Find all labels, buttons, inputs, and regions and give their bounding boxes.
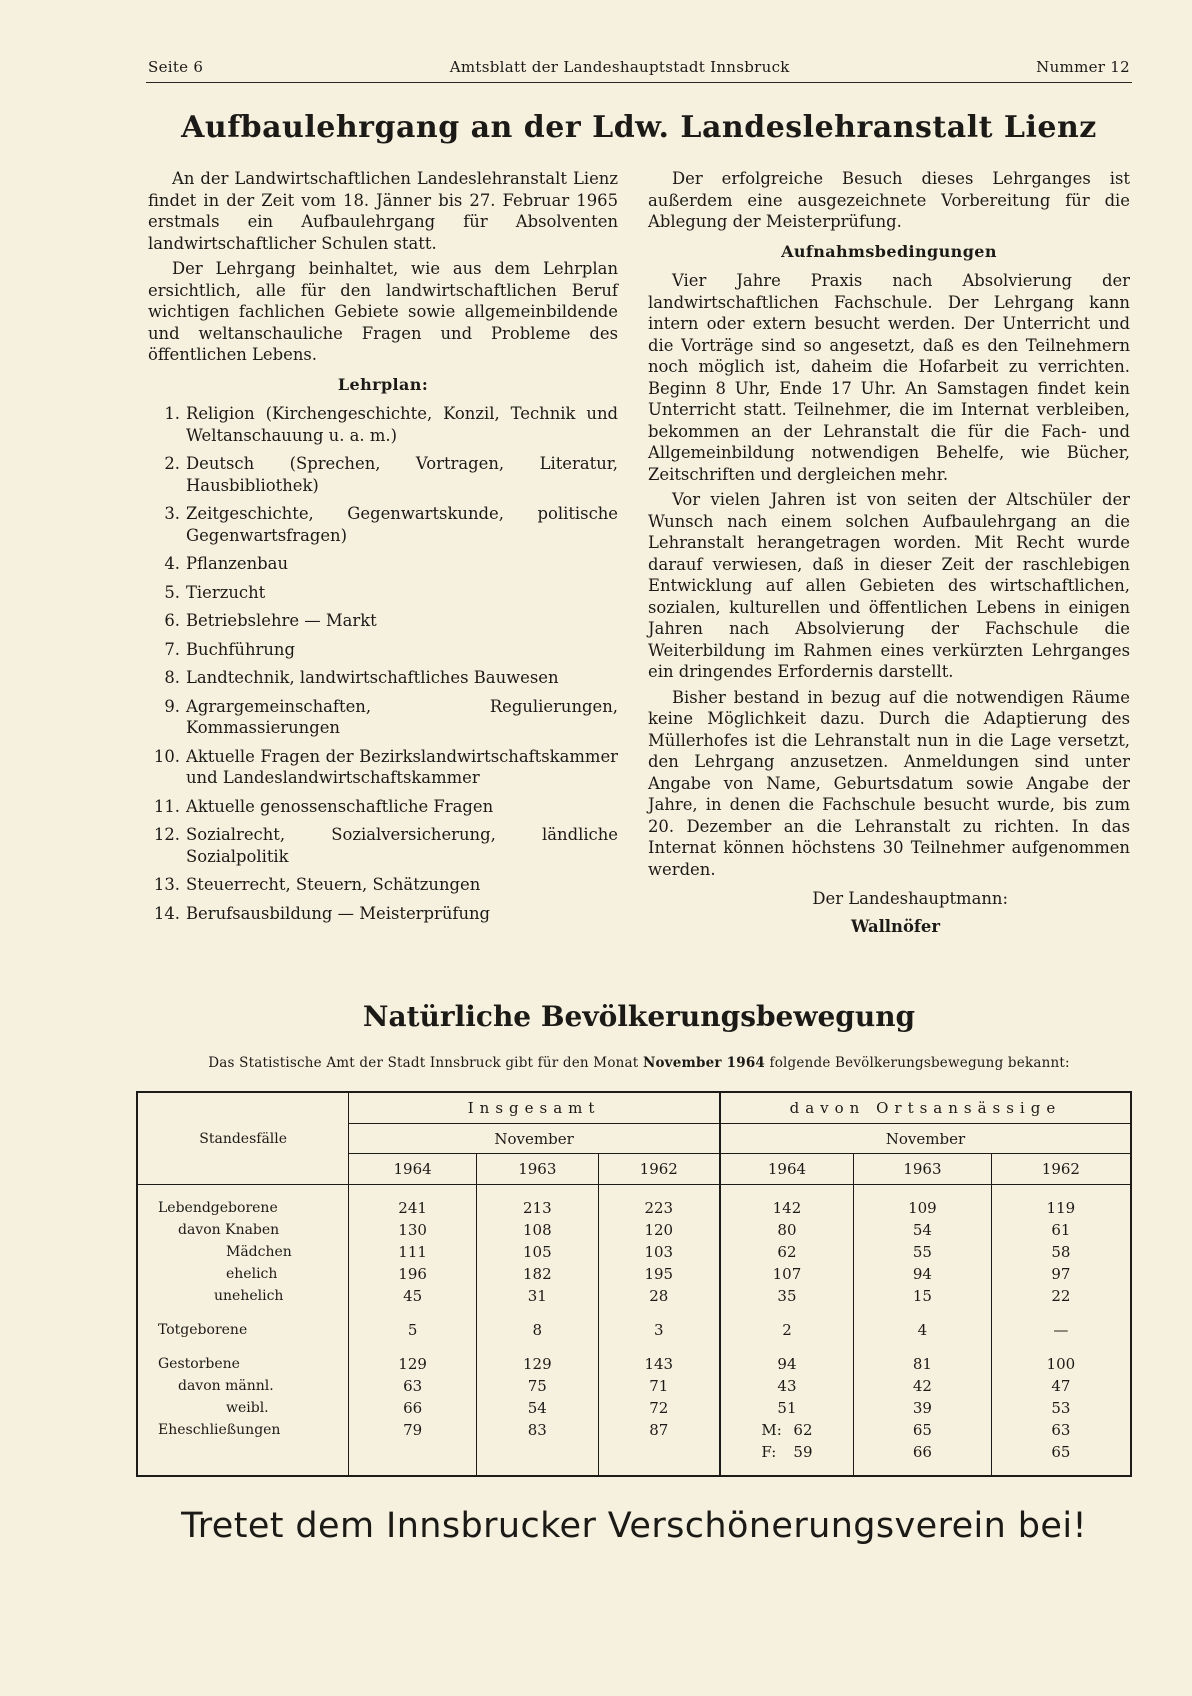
table-row: unehelich 45 31 28 35 15 22 xyxy=(137,1285,1131,1307)
year-header: 1964 xyxy=(720,1154,854,1185)
curriculum-heading: Lehrplan: xyxy=(337,374,429,394)
table-row: weibl. 66 54 72 51 39 53 xyxy=(137,1397,1131,1419)
table-row: Gestorbene 129 129 143 94 81 100 xyxy=(137,1353,1131,1375)
right-column xyxy=(648,168,1130,937)
year-header: 1963 xyxy=(476,1154,598,1185)
year-header: 1962 xyxy=(991,1154,1131,1185)
group-total-header: Insgesamt xyxy=(349,1092,720,1124)
body-paragraph: Bisher bestand in bezug auf die notwendigen Räume keine Möglichkeit dazu. Durch die Adaptierung des Müllerhofes ist die Lehranstalt nun in die Lage versetzt, den Lehrgang anzusetzen. Anmeldungen sind unter Angabe von Name, Geburtsdatum sowie Angabe der Jahre, in denen die Fachschule besucht wurde, bis zum 20. Dezember an die Lehranstalt zu richten. In das Internat können höchstens 30 Teilnehmer aufgenommen werden. xyxy=(648,687,1130,879)
curriculum-list xyxy=(148,403,618,924)
table-header-row xyxy=(137,1092,1131,1124)
year-header: 1962 xyxy=(598,1154,720,1185)
issue-number: Nummer 12 xyxy=(1036,58,1130,76)
intro-paragraph: Der erfolgreiche Besuch dieses Lehrganges ist außerdem eine ausgezeichnete Vorbereitung für die Ablegung der Meisterprüfung. xyxy=(648,169,1130,231)
table-row: F: 59 66 65 xyxy=(137,1441,1131,1463)
intro-paragraph: An der Landwirtschaftlichen Landeslehranstalt Lienz findet in der Zeit vom 18. Jänner bis 27. Februar 1965 erstmals ein Aufbaulehrgang für Absolventen landwirtschaftlicher Schulen statt. xyxy=(148,169,618,253)
table-row: Lebendgeborene 241 213 223 142 109 119 xyxy=(137,1197,1131,1219)
admission-heading: Aufnahmsbedingungen xyxy=(781,241,997,261)
signature-name: Wallnöfer xyxy=(850,916,940,936)
list-item: 5. Tierzucht xyxy=(164,582,266,602)
table-row: ehelich 196 182 195 107 94 97 xyxy=(137,1263,1131,1285)
month-header: November xyxy=(720,1124,1131,1154)
year-header: 1963 xyxy=(854,1154,992,1185)
header-rule xyxy=(146,82,1132,83)
page-number: Seite 6 xyxy=(148,58,204,76)
list-item: 11. Aktuelle genossenschaftliche Fragen xyxy=(153,796,494,816)
stats-intro: Das Statistische Amt der Stadt Innsbruck gibt für den Monat November 1964 folgende Bevölkerungsbewegung bekannt: xyxy=(208,1055,1070,1071)
article-title: Aufbaulehrgang an der Ldw. Landeslehranstalt Lienz xyxy=(181,110,1097,145)
table-row: davon männl. 63 75 71 43 42 47 xyxy=(137,1375,1131,1397)
table-row: Eheschließungen 79 83 87 M: 62 65 63 xyxy=(137,1419,1131,1441)
list-item: 12. Sozialrecht, Sozialversicherung, ländliche Sozialpolitik xyxy=(153,825,618,866)
list-item: 13. Steuerrecht, Steuern, Schätzungen xyxy=(153,875,481,894)
column-label: Standesfälle xyxy=(137,1092,349,1185)
running-head xyxy=(148,58,1130,76)
population-table xyxy=(136,1091,1132,1477)
stats-title: Natürliche Bevölkerungsbewegung xyxy=(362,1000,916,1033)
list-item: 7. Buchführung xyxy=(164,639,295,659)
list-item: 1. Religion (Kirchengeschichte, Konzil, Technik und Weltanschauung u. a. m.) xyxy=(164,404,618,445)
list-item: 9. Agrargemeinschaften, Regulierungen, Kommassierungen xyxy=(164,696,618,737)
body-paragraph: Vier Jahre Praxis nach Absolvierung der landwirtschaftlichen Fachschule. Der Lehrgang kann intern oder extern besucht werden. Der Unterricht und die Vorträge sind so angesetzt, daß es den Teilnehmern noch möglich ist, daheim die Hofarbeit zu verrichten. Beginn 8 Uhr, Ende 17 Uhr. An Samstagen findet kein Unterricht statt. Teilnehmer, die im Internat verbleiben, bekommen an der Lehranstalt die für die Fach- und Allgemeinbildung notwendigen Behelfe, wie Bücher, Zeitschriften und dergleichen mehr. xyxy=(648,271,1130,484)
list-item: 10. Aktuelle Fragen der Bezirkslandwirtschaftskammer und Landeslandwirtschaftskammer xyxy=(153,746,618,787)
group-local-header: davon Ortsansässige xyxy=(720,1092,1131,1124)
list-item: 3. Zeitgeschichte, Gegenwartskunde, politische Gegenwartsfragen) xyxy=(164,504,618,545)
body-paragraph: Vor vielen Jahren ist von seiten der Altschüler der Wunsch nach einem solchen Aufbaulehrgang an die Lehranstalt herangetragen worden. Mit Recht wurde darauf verwiesen, daß in dieser Zeit der raschlebigen Entwicklung auf allen Gebieten des wirtschaftlichen, sozialen, kulturellen und öffentlichen Lebens in einigen Jahren nach Absolvierung der Fachschule die Weiterbildung im Rahmen eines verkürzten Lehrganges ein dringendes Erfordernis darstellt. xyxy=(648,490,1130,681)
publication-title: Amtsblatt der Landeshauptstadt Innsbruck xyxy=(449,58,790,76)
year-header: 1964 xyxy=(349,1154,477,1185)
left-column xyxy=(148,168,618,931)
table-row: davon Knaben 130 108 120 80 54 61 xyxy=(137,1219,1131,1241)
list-item: 14. Berufsausbildung — Meisterprüfung xyxy=(153,903,491,923)
intro-paragraph: Der Lehrgang beinhaltet, wie aus dem Lehrplan ersichtlich, alle für den landwirtschaftlichen Beruf wichtigen fachlichen Gebiete sowie allgemeinbildende und weltanschauliche Fragen und Probleme des öffentlichen Lebens. xyxy=(148,259,618,364)
slogan-banner: Tretet dem Innsbrucker Verschönerungsverein bei! xyxy=(181,1506,1087,1546)
table-row: Totgeborene 5 8 3 2 4 — xyxy=(137,1319,1131,1341)
list-item: 8. Landtechnik, landwirtschaftliches Bauwesen xyxy=(164,668,559,687)
list-item: 4. Pflanzenbau xyxy=(164,554,289,573)
list-item: 6. Betriebslehre — Markt xyxy=(164,611,377,630)
month-header: November xyxy=(349,1124,720,1154)
list-item: 2. Deutsch (Sprechen, Vortragen, Literatur, Hausbibliothek) xyxy=(164,454,618,495)
signature-line: Der Landeshauptmann: xyxy=(812,889,1008,908)
table-row: Mädchen 111 105 103 62 55 58 xyxy=(137,1241,1131,1263)
